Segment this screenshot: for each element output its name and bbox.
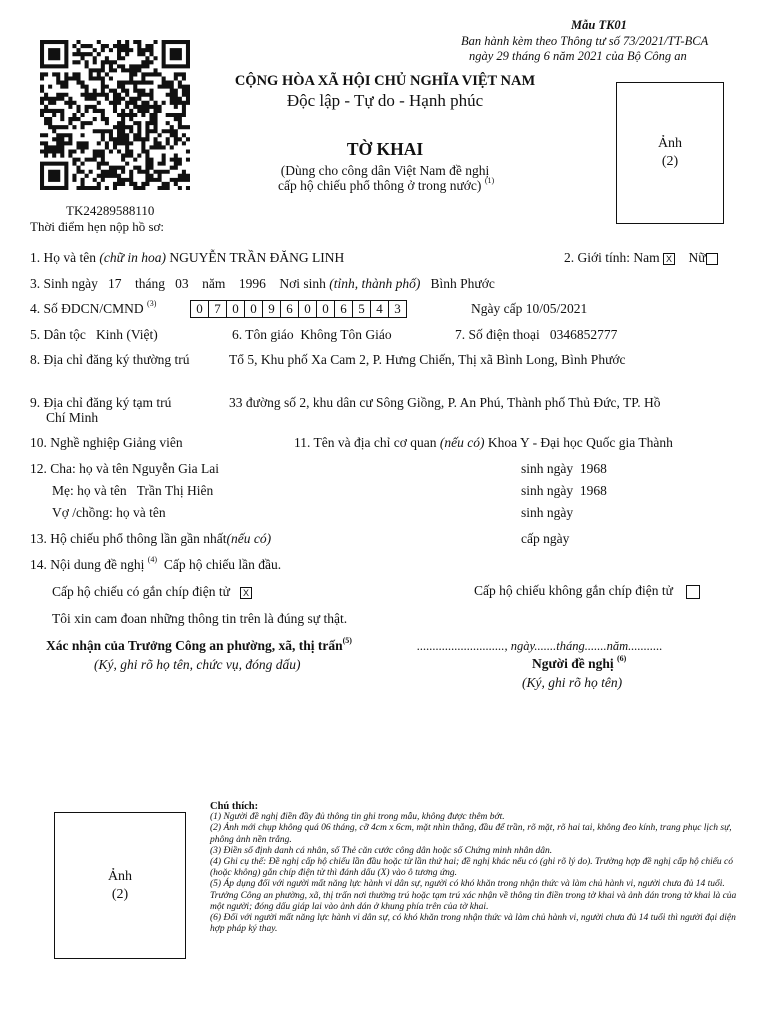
photo-box-bottom [54,812,186,959]
dob-month: 03 [175,276,189,291]
field-1: 1. Họ và tên (chữ in hoa) NGUYỄN TRẦN ĐĂNG LINH [30,250,345,265]
police-hint: (Ký, ghi rõ họ tên, chức vụ, đóng dấu) [94,657,301,672]
field-3: 3. Sinh ngày 17 tháng 03 năm 1996 Nơi sinh (tỉnh, thành phố) Bình Phước [30,276,495,291]
applicant-hint: (Ký, ghi rõ họ tên) [522,675,623,690]
id-digit-6: 6 [281,301,299,317]
id-digit-3: 0 [227,301,245,317]
id-digit-10: 5 [353,301,371,317]
id-digit-2: 7 [209,301,227,317]
field-5: 5. Dân tộc Kinh (Việt) [30,327,158,342]
dob-year: 1996 [238,276,266,291]
id-digit-7: 0 [299,301,317,317]
field-4-label: 4. Số ĐDCN/CMND $^{(3)}$ [30,299,157,316]
temporary-address-1: 33 đường số 2, khu dân cư Sông Giồng, P. An Phú, Thành phố Thủ Đức, TP. Hồ [229,395,661,410]
id-digit-5: 9 [263,301,281,317]
id-digit-12: 3 [394,301,401,316]
footnote-6: (6) Đối với người mất năng lực hành vi dân sự, có khó khăn trong nhận thức và làm chủ hành vi, người chưa đủ 14 tuổi thì người đại diện hợp pháp ký thay. [210,913,736,935]
applicant-title: Người đề nghị $^{(6)}$ [532,654,627,671]
permanent-address: Tổ 5, Khu phố Xa Cam 2, P. Hưng Chiến, Thị xã Bình Long, Bình Phước [229,352,626,367]
footnote-5: (5) Áp dụng đối với người mất năng lực hành vi dân sự, người có khó khăn trong nhận thức và làm chủ hành vi, người chưa đủ 14 tuổi. Trưởng Công an phường, xã, thị trấn nơi thường trú hoặc tạm trú xác nhận về thông tin điền trong tờ khai và ảnh dán trong tờ khai là của một người; đóng dấu giáp lai vào ảnh dán ở khung phía trên của tờ khai. [210,879,737,912]
field-13: 13. Hộ chiếu phổ thông lần gần nhất(nếu có) [30,531,272,546]
chip-no-row: Cấp hộ chiếu không gắn chíp điện tử [474,583,700,599]
motto: Độc lập - Tự do - Hạnh phúc [286,91,484,110]
nation-title: CỘNG HÒA XÃ HỘI CHỦ NGHĨA VIỆT NAM [234,73,536,89]
chip-yes-checkbox[interactable]: X [240,587,252,599]
ethnicity-value: Kinh (Việt) [95,327,158,342]
field-6: 6. Tôn giáo Không Tôn Giáo [232,327,392,342]
religion-value: Không Tôn Giáo [300,327,392,342]
dob-day: 17 [108,276,122,291]
male-checkbox[interactable]: X [663,253,675,265]
form-code: Mẫu TK01 [571,18,627,32]
police-confirmation-title: Xác nhận của Trưởng Công an phường, xã, thị trấn$^{(5)}$ [46,636,352,653]
photo-label: Ảnh [657,136,683,151]
date-line: ............................, ngày.......tháng.......năm........... [417,639,663,653]
mother-dob: sinh ngày 1968 [521,483,607,498]
footnote-3: (3) Điền số định danh cá nhân, số Thẻ căn cước công dân hoặc số Chứng minh nhân dân. [210,845,553,856]
passport-issue-date: cấp ngày [521,531,570,546]
chip-yes-row: Cấp hộ chiếu có gắn chíp điện tử X [52,584,252,600]
id-issue-date: Ngày cấp 10/05/2021 [471,301,588,316]
chip-no-checkbox[interactable] [686,585,700,599]
footnote-1: (1) Người đề nghị điền đầy đủ thông tin ghi trong mẫu, không được thêm bớt. [210,812,505,823]
female-checkbox[interactable] [706,253,718,265]
occupation-value: Giảng viên [122,435,183,450]
tracking-code: TK24289588110 [66,203,155,218]
field-10: 10. Nghề nghiệp Giảng viên [30,435,183,450]
qr-code [40,40,190,190]
field-7: 7. Số điện thoại 0346852777 [455,327,618,342]
photo-box-top [616,82,724,224]
commitment-text: Tôi xin cam đoan những thông tin trên là đúng sự thật. [52,611,348,626]
spouse-dob: sinh ngày [521,505,574,520]
father-name: Nguyễn Gia Lai [131,461,219,476]
id-digit-1: 0 [191,301,209,317]
father-row: 12. Cha: họ và tên Nguyễn Gia Lai [30,461,219,476]
father-dob: sinh ngày 1968 [521,461,607,476]
spouse-row: Vợ /chồng: họ và tên [52,505,166,520]
field-8-label: 8. Địa chỉ đăng ký thường trú [30,352,190,367]
id-digit-8: 0 [317,301,335,317]
mother-row: Mẹ: họ và tên Trần Thị Hiên [52,483,214,498]
request-value: Cấp hộ chiếu lần đầu. [163,557,282,572]
form-subtitle-1: (Dùng cho công dân Việt Nam đề nghị [280,163,490,178]
mother-name: Trần Thị Hiên [136,483,214,498]
field-2: 2. Giới tính: Nam X Nữ [564,250,718,266]
footnote-4: (4) Ghi cụ thể: Đề nghị cấp hộ chiếu lần đầu hoặc từ lần thứ hai; đề nghị khác nếu có (ghi rõ lý do). Trường hợp đề nghị cấp hộ chiếu có (hoặc không) gắn chíp điện tử thì đánh dấu (X) vào ô tương ứng. [210,857,734,879]
workplace-value: Khoa Y - Đại học Quốc gia Thành [487,435,673,450]
field-11: 11. Tên và địa chỉ cơ quan (nếu có) Khoa Y - Đại học Quốc gia Thành [294,435,673,450]
footnotes-title: Chú thích: [210,801,259,812]
appointment-label: Thời điểm hẹn nộp hồ sơ: [30,219,164,234]
id-digit-9: 6 [335,301,353,317]
form-title: TỜ KHAI [346,139,424,159]
issued-line-2: ngày 29 tháng 6 năm 2021 của Bộ Công an [469,49,687,63]
phone-value: 0346852777 [549,327,618,342]
field-9-label: 9. Địa chỉ đăng ký tạm trú [30,395,172,410]
photo-note-bottom: (2) [111,886,129,902]
photo-note: (2) [661,154,679,169]
issued-line-1: Ban hành kèm theo Thông tư số 73/2021/TT-BCA [461,34,709,48]
temporary-address-2: Chí Minh [46,410,99,425]
footnote-2: (2) Ảnh mới chụp không quá 06 tháng, cỡ 4cm x 6cm, mặt nhìn thẳng, đầu để trần, rõ mặt, rõ hai tai, không đeo kính, trang phục lịch sự, phông ảnh nền trắng. [210,823,732,845]
photo-label-bottom: Ảnh [107,868,133,884]
full-name-value: NGUYỄN TRẦN ĐĂNG LINH [169,250,345,265]
field-14: 14. Nội dung đề nghị $^{(4)}$ Cấp hộ chiếu lần đầu. [30,555,282,572]
id-number-boxes [190,300,407,318]
id-digit-11: 4 [371,301,389,317]
footnotes [210,801,740,935]
id-digit-4: 0 [245,301,263,317]
birth-place: Bình Phước [430,276,495,291]
form-subtitle-2: cấp hộ chiếu phổ thông ở trong nước) $^{(1)}$ [278,176,495,193]
